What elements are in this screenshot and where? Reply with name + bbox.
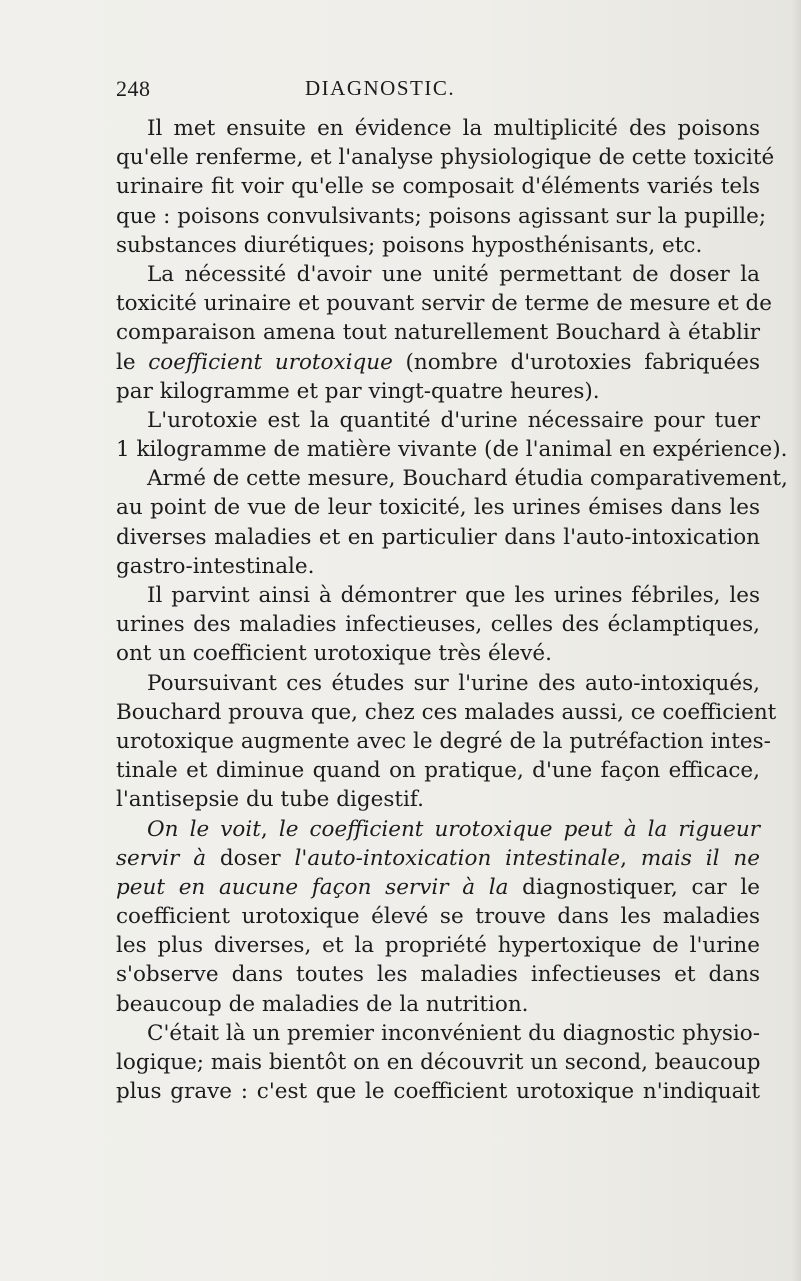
italic-phrase: mais il ne [640,845,760,871]
text-line: urines des maladies infectieuses, celles des éclamptiques, [116,612,760,638]
text-fragment: , [260,816,279,842]
text-fragment: doser [219,845,281,871]
text-line: L'urotoxie est la quantité d'urine nécessaire pour tuer [147,407,760,433]
text-line: beaucoup de maladies de la nutrition. [116,991,529,1017]
text-line: logique; mais bientôt on en découvrit un second, beaucoup [116,1050,761,1075]
text-line: Bouchard prouva que, chez ces malades aussi, ce coefficient [116,699,777,725]
text-line: s'observe dans toutes les maladies infectieuses et dans [116,962,760,988]
text-line: toxicité urinaire et pouvant servir de terme de mesure et de [116,291,773,317]
italic-phrase: peut en aucune façon servir à la [116,874,523,900]
text-line [116,844,760,873]
text-line: substances diurétiques; poisons hyposthénisants, etc. [116,232,703,258]
text-line: comparaison amena tout naturellement Bouchard à établir [116,320,760,346]
text-line: Il parvint ainsi à démontrer que les urines fébriles, les [147,583,760,608]
text-line: Poursuivant ces études sur l'urine des auto-intoxiqués, [147,670,760,696]
italic-term: coefficient urotoxique [148,349,393,375]
text-line: que : poisons convulsivants; poisons agissant sur la pupille; [116,203,767,229]
text-line: ont un coefficient urotoxique très élevé. [116,641,552,667]
text-line: tinale et diminue quand on pratique, d'une façon efficace, [116,758,760,784]
text-line: La nécessité d'avoir une unité permettant de doser la [147,261,760,287]
text-line: par kilogramme et par vingt-quatre heures). [116,378,600,404]
text-line: gastro-intestinale. [116,553,315,579]
text-line [116,873,760,902]
text-line: les plus diverses, et la propriété hypertoxique de l'urine [116,933,760,959]
text-line: urotoxique augmente avec le degré de la putréfaction intes- [116,728,771,754]
text-line: Il met ensuite en évidence la multiplicité des poisons [147,116,760,141]
page-header [0,76,801,106]
text-line: qu'elle renferme, et l'analyse physiologique de cette toxicité [116,145,775,171]
page-edge-shadow [791,0,801,1281]
italic-phrase: l'auto-intoxication intestinale [280,845,621,871]
text-line: 1 kilogramme de matière vivante (de l'animal en expérience). [116,437,788,463]
text-line [116,348,760,377]
text-line: C'était là un premier inconvénient du diagnostic physio- [147,1020,760,1046]
text-line: plus grave : c'est que le coefficient urotoxique n'indiquait [116,1079,760,1105]
text-fragment: diagnostiquer, car le [522,874,760,900]
italic-phrase: le coefficient urotoxique peut à la rigueur [278,816,761,842]
italic-phrase: On le voit [147,816,261,842]
text-fragment: (nombre d'urotoxies fabriquées [392,349,760,375]
text-line: Armé de cette mesure, Bouchard étudia comparativement, [147,466,788,492]
text-line: diverses maladies et en particulier dans l'auto-intoxication [116,524,760,550]
text-fragment: le [116,349,149,375]
text-line: coefficient urotoxique élevé se trouve dans les maladies [116,904,760,930]
text-line: l'antisepsie du tube digestif. [116,787,424,813]
text-line: urinaire fit voir qu'elle se composait d'éléments variés tels [116,174,760,200]
running-head: DIAGNOSTIC. [305,76,456,100]
italic-phrase: servir à [116,845,220,871]
page-number: 248 [116,76,151,101]
text-line: au point de vue de leur toxicité, les urines émises dans les [116,495,760,521]
body-text [116,114,788,1106]
text-line [116,815,760,844]
text-fragment: , [620,845,641,871]
